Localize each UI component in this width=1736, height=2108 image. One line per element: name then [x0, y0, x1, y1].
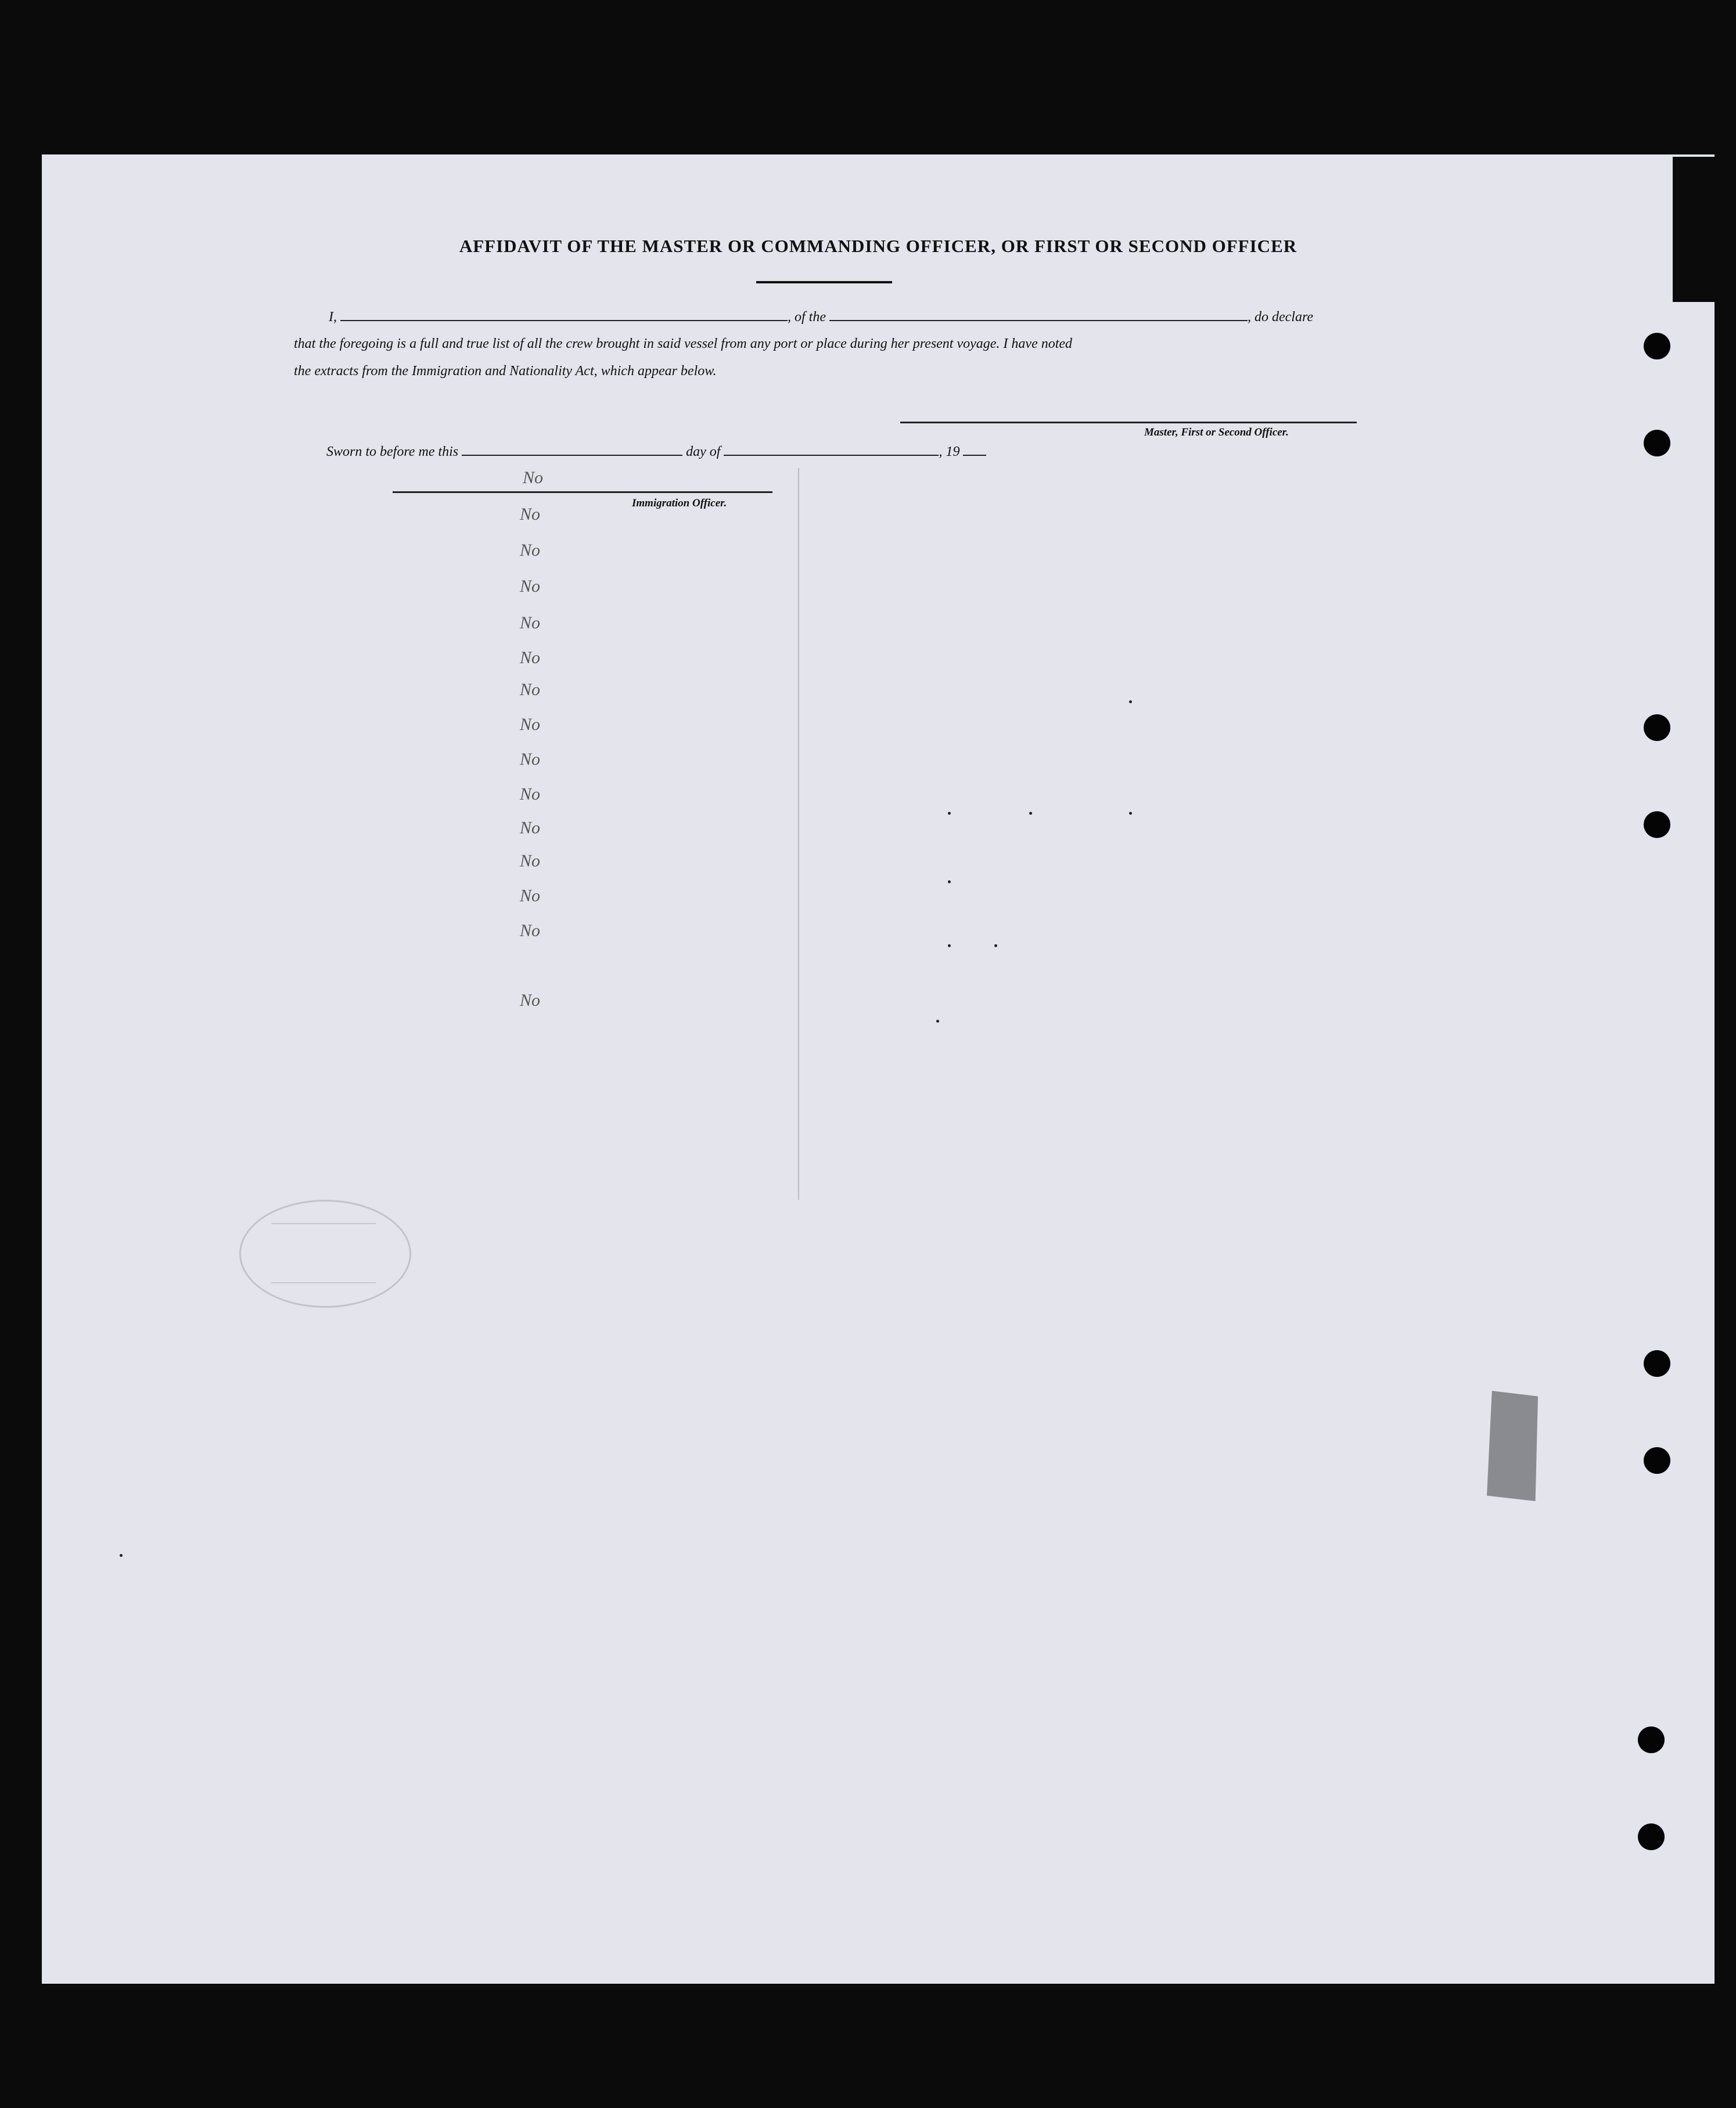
ink-dot [1129, 700, 1132, 703]
marginal-tick: No [520, 921, 541, 940]
ink-dot [994, 944, 997, 947]
ink-dot [948, 944, 951, 947]
name-blank[interactable] [340, 308, 788, 321]
punch-hole [1644, 714, 1670, 741]
ink-dot [936, 1020, 939, 1023]
decl-of: , of the [788, 310, 826, 325]
marginal-tick: No [520, 505, 541, 524]
sworn-day-label: day of [686, 444, 721, 459]
marginal-tick: No [520, 818, 541, 837]
marginal-tick: No [520, 715, 541, 734]
faded-stamp-band [271, 1223, 376, 1283]
sworn-prefix: Sworn to before me this [326, 444, 459, 459]
column-ghost-line [798, 468, 799, 1200]
ink-dot [120, 1554, 123, 1557]
marginal-tick: No [520, 648, 541, 667]
sworn-year-blank[interactable] [963, 443, 986, 456]
marginal-tick: No [520, 541, 541, 560]
marginal-tick: No [520, 991, 541, 1010]
marginal-tick: No [520, 785, 541, 804]
decl-prefix: I, [329, 310, 337, 325]
torn-corner [1673, 157, 1736, 302]
affidavit-title: AFFIDAVIT OF THE MASTER OR COMMANDING OFFICER, OR FIRST OR SECOND OFFICER [459, 236, 1297, 256]
marginal-tick: No [520, 851, 541, 870]
sworn-month-blank[interactable] [724, 443, 939, 456]
master-signature-label: Master, First or Second Officer. [1144, 426, 1289, 438]
paper-patch [1487, 1391, 1538, 1501]
ink-dot [948, 880, 951, 883]
marginal-tick: No [520, 613, 541, 632]
marginal-tick: No [520, 750, 541, 769]
punch-hole [1644, 1350, 1670, 1377]
marginal-tick: No [520, 886, 541, 905]
immigration-officer-signature-line[interactable] [393, 491, 772, 493]
declaration-line-1 [329, 308, 1313, 325]
marginal-tick: No [520, 680, 541, 699]
title-underline [756, 281, 892, 283]
master-signature-line[interactable] [900, 422, 1357, 423]
punch-hole [1644, 811, 1670, 838]
declaration-line-3: the extracts from the Immigration and Nationality Act, which appear below. [294, 364, 717, 379]
punch-hole [1644, 333, 1670, 359]
sworn-line [326, 443, 986, 460]
declaration-line-2: that the foregoing is a full and true list of all the crew brought in said vessel from any port or place during her present voyage. I have noted [294, 336, 1073, 351]
ink-dot [1129, 812, 1132, 815]
marginal-tick: No [523, 468, 544, 487]
punch-hole [1638, 1823, 1665, 1850]
document-page [42, 154, 1715, 1984]
sworn-day-blank[interactable] [462, 443, 682, 456]
punch-hole [1638, 1726, 1665, 1753]
vessel-blank[interactable] [829, 308, 1248, 321]
punch-hole [1644, 430, 1670, 456]
marginal-tick: No [520, 577, 541, 596]
ink-dot [1029, 812, 1032, 815]
ink-dot [948, 812, 951, 815]
decl-suffix: , do declare [1248, 310, 1314, 325]
sworn-year-label: , 19 [939, 444, 960, 459]
immigration-officer-label: Immigration Officer. [632, 497, 727, 509]
punch-hole [1644, 1447, 1670, 1474]
